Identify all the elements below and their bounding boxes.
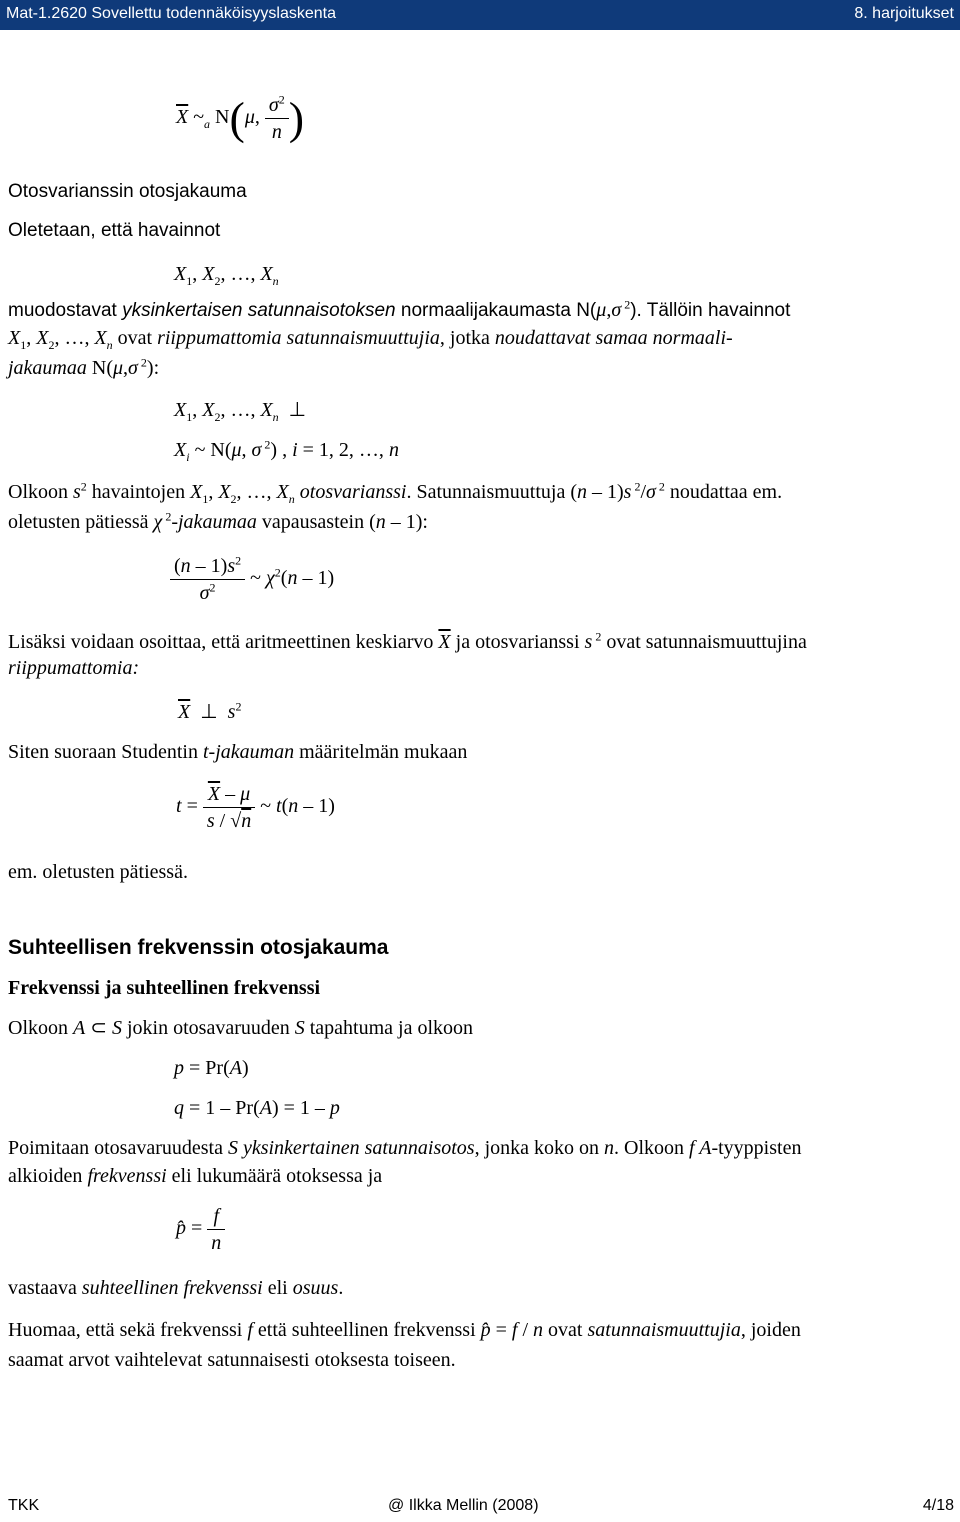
chi-square-formula: $\frac{(n - 1)s^2}{\sigma^2}$ ~ $\chi^2(n - 1)$ [170, 548, 334, 608]
section1-p7: Lisäksi voidaan osoittaa, että aritmeettinen keskiarvo $\overline{X}$ ja otosvarianssi s $^2$ ovat satunnaismuuttujina [8, 629, 807, 653]
section2-q1: Olkoon A ⊂ S jokin otosavaruuden S tapahtuma ja olkoon [8, 1017, 474, 1039]
section1-p4: jakaumaa N(μ,σ $^2$): [8, 355, 160, 379]
section2-q6: saamat arvot vaihtelevat satunnaisesti otoksesta toiseen. [8, 1349, 456, 1371]
p-hat-formula: p̂ = $\frac{f}{n}$ [176, 1198, 225, 1258]
section2-q4: vastaava suhteellinen frekvenssi eli osuus. [8, 1277, 344, 1299]
exercise-title: 8. harjoitukset [854, 5, 954, 22]
page-header [0, 0, 960, 30]
section1-p3: $X_1$, $X_2$, …, $X_n$ ovat riippumattomia satunnaismuuttujia, jotka noudattavat samaa normaali- [8, 327, 733, 352]
section1-p10: em. oletusten pätiessä. [8, 861, 188, 883]
q-definition: q = 1 – Pr(A) = 1 – p [174, 1097, 340, 1119]
sample-list: $X_1$, $X_2$, …, $X_n$ [174, 263, 279, 288]
page-number: 4/18 [922, 1497, 954, 1514]
section1-p1: Oletetaan, että havainnot [8, 220, 221, 241]
section1-p2: muodostavat yksinkertaisen satunnaisotoksen normaalijakaumasta N(μ,σ $^2$). Tällöin havainnot [8, 297, 791, 321]
section1-title: Otosvarianssin otosjakauma [8, 181, 247, 202]
iid-normal-formula: $X_i$ ~ N(μ, σ $^2$) , i = 1, 2, …, n [174, 437, 399, 464]
mean-distribution-formula: $\overline{X}$ $\sim_a$ N(μ, $\frac{\sigma^2}{n}$ ) [176, 92, 305, 144]
section1-p8: riippumattomia: [8, 657, 140, 679]
p-definition: p = Pr(A) [174, 1057, 249, 1079]
section2-q5: Huomaa, että sekä frekvenssi f että suhteellinen frekvenssi p̂ = f / n ovat satunnaismuuttujia, joiden [8, 1319, 801, 1341]
course-title: Mat-1.2620 Sovellettu todennäköisyyslaskenta [6, 5, 336, 22]
section2-subtitle: Frekvenssi ja suhteellinen frekvenssi [8, 977, 321, 999]
independence-formula: $X_1$, $X_2$, …, $X_n$ ⊥ [174, 399, 307, 424]
page-footer [0, 1496, 960, 1522]
section2-q3: alkioiden frekvenssi eli lukumäärä otoksessa ja [8, 1165, 383, 1187]
t-statistic-formula: t = $\frac{\overline{X} - \mu}{s / √n}$ ~ t(n – 1) [176, 782, 335, 832]
section2-q2: Poimitaan otosavaruudesta S yksinkertainen satunnaisotos, jonka koko on n. Olkoon f A-tyyppisten [8, 1137, 802, 1159]
footer-left: TKK [8, 1497, 40, 1514]
section1-p6: oletusten pätiessä χ $^2$-jakaumaa vapausastein (n – 1): [8, 509, 428, 533]
footer-author: @ Ilkka Mellin (2008) [388, 1497, 539, 1514]
section1-p5: Olkoon $s^2$ havaintojen $X_1$, $X_2$, …, $X_n$ otosvarianssi. Satunnaismuuttuja (n – 1)s $^2$/σ $^2$ noudattaa em. [8, 479, 783, 506]
mean-variance-independence: $\overline{X}$ ⊥ $s^2$ [178, 699, 242, 723]
section1-p9: Siten suoraan Studentin t-jakauman määritelmän mukaan [8, 741, 468, 763]
section2-title: Suhteellisen frekvenssin otosjakauma [8, 936, 389, 959]
